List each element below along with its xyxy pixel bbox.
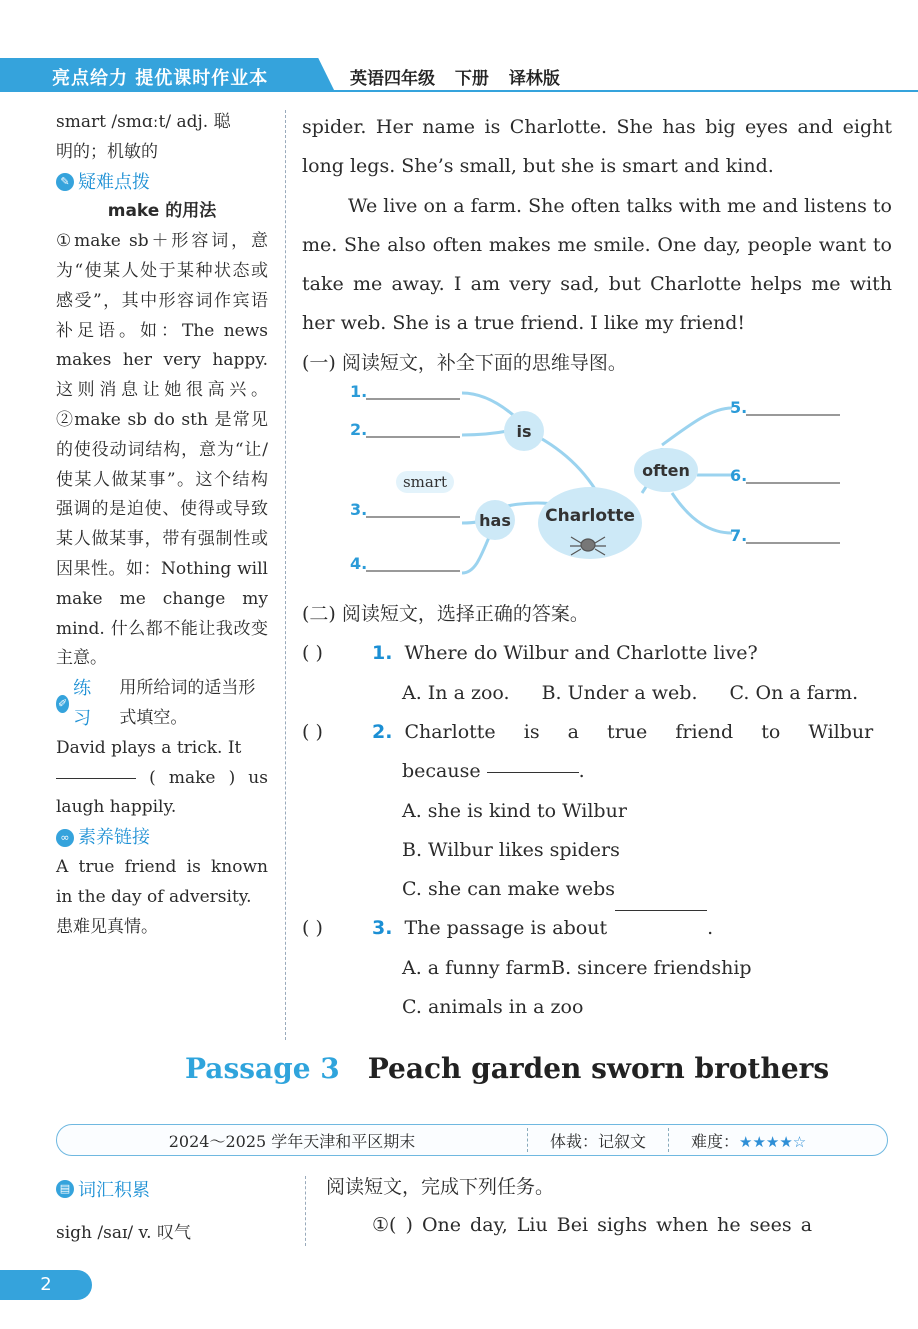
task-instruction: 阅读短文，完成下列任务。 xyxy=(326,1176,555,1198)
practice-question-rest: ( make ) us laugh happily. xyxy=(56,767,268,818)
slot-1-number: 1. xyxy=(350,383,368,402)
proverb-chinese: 患难见真情。 xyxy=(56,916,158,937)
q3-option-ab[interactable]: A. a funny farmB. sincere friendship xyxy=(402,956,752,979)
page-number: 2 xyxy=(0,1270,92,1300)
passage-label: Passage 3 xyxy=(185,1052,340,1085)
q3-text: The passage is about xyxy=(404,917,608,940)
has-node-label: has xyxy=(479,511,511,531)
q3-option-c[interactable]: C. animals in a zoo xyxy=(402,996,584,1019)
vocab-head-label: 词汇积累 xyxy=(78,1180,150,1201)
header-rule xyxy=(0,90,918,92)
column-divider xyxy=(285,110,286,1040)
passage-genre: 体裁：记叙文 xyxy=(549,1131,646,1151)
q2-answer-paren[interactable]: ( ) xyxy=(302,720,323,743)
center-node-label: Charlotte xyxy=(545,506,635,527)
question-3: ( ) 3. The passage is about . xyxy=(302,909,892,948)
q1-option-a[interactable]: A. In a zoo. xyxy=(402,681,510,704)
passage-paragraph-1: spider. Her name is Charlotte. She has big eyes and eight long legs. She’s small, but she is smart and kind. xyxy=(302,116,892,178)
column-divider-bottom xyxy=(305,1176,306,1246)
q2-text: Charlotte is a true friend to Wilbur xyxy=(404,720,874,743)
task-2-instruction: (二) 阅读短文，选择正确的答案。 xyxy=(302,603,589,626)
is-node-label: is xyxy=(516,422,532,442)
mind-map xyxy=(302,383,892,595)
q1-number: 1. xyxy=(372,642,393,665)
vocab-sigh: sigh /saɪ/ v. 叹气 xyxy=(56,1223,191,1243)
q2-option-c[interactable]: C. she can make webs xyxy=(402,878,616,901)
link-head-label: 素养链接 xyxy=(78,827,150,849)
star-rating-icon: ★★★★☆ xyxy=(739,1132,807,1151)
practice-head-label: 练习 xyxy=(73,678,92,729)
q1-answer-paren[interactable]: ( ) xyxy=(302,642,323,665)
question-1 xyxy=(302,634,892,673)
difficulty-section-head xyxy=(56,168,268,198)
slot-5-number: 5. xyxy=(730,398,748,418)
q2-blank xyxy=(487,771,579,773)
practice-section-head xyxy=(56,674,268,734)
q2-option-b[interactable]: B. Wilbur likes spiders xyxy=(402,838,620,861)
slot-3-number: 3. xyxy=(350,500,368,520)
book-icon: ▤ xyxy=(56,1180,74,1198)
passage-info-bar xyxy=(56,1124,888,1156)
slot-4-number: 4. xyxy=(350,554,368,574)
q2-because-line: because . xyxy=(402,760,585,783)
link-icon: ∞ xyxy=(56,829,74,847)
vocab-smart-meaning: 明的；机敏的 xyxy=(56,141,158,162)
smart-tag-label: smart xyxy=(402,473,448,492)
passage-heading xyxy=(185,1052,829,1085)
q1-options xyxy=(302,674,892,713)
book-series-title: 亮点给力 提优课时作业本 xyxy=(52,68,269,89)
difficulty-head-label: 疑难点拨 xyxy=(78,171,150,193)
vocab-smart: smart /smɑːt/ adj. 聪 xyxy=(56,112,231,132)
q1-option-c[interactable]: C. On a farm. xyxy=(729,681,859,704)
main-column xyxy=(302,108,892,1027)
question-2 xyxy=(302,713,892,752)
passage-source: 2024～2025 学年天津和平区期末 xyxy=(168,1131,416,1151)
passage-paragraph-2: We live on a farm. She often talks with me and listens to me. She also often makes me smile. One day, people want to take me away. I am very sad, but Charlotte helps me with her web. She is a true friend. I like my friend! xyxy=(302,194,892,335)
practice-question-line2 xyxy=(56,764,268,824)
slot-6-number: 6. xyxy=(730,466,748,486)
often-node-label: often xyxy=(642,461,690,481)
proverb-english: A true friend is known in the day of adversity. xyxy=(56,856,268,907)
q1-option-b[interactable]: B. Under a web. xyxy=(541,681,698,704)
usage-text: ①make sb＋形容词，意为“使某人处于某种状态或感受”，其中形容词作宾语补足语。如：The news makes her very happy. 这则消息让她很高兴。②make sb do sth 是常见的使役动词结构，意为“让/使某人做某事”。这个结构强调的是迫使、使得或导致某人做某事，带有强制性或因果性。如：Nothing will make me change my mind. 什么都不能让我改变主意。 xyxy=(56,231,268,669)
usage-title: make 的用法 xyxy=(107,201,217,222)
passage-title: Peach garden sworn brothers xyxy=(367,1052,830,1085)
q3-number: 3. xyxy=(372,917,393,940)
practice-instruction: 用所给词的适当形式填空。 xyxy=(119,678,256,728)
pencil-icon: ✐ xyxy=(56,695,69,713)
pen-icon: ✎ xyxy=(56,173,74,191)
q2-number: 2. xyxy=(372,720,393,743)
q2-text-cont: because xyxy=(402,760,481,783)
task-1-instruction: (一) 阅读短文，补全下面的思维导图。 xyxy=(302,351,627,374)
q2-option-a[interactable]: A. she is kind to Wilbur xyxy=(402,799,627,822)
slot-7-number: 7. xyxy=(730,526,748,546)
practice-answer-blank[interactable] xyxy=(56,777,136,779)
vocab-section-head xyxy=(56,1176,150,1202)
book-subject-title: 英语四年级 下册 译林版 xyxy=(350,69,560,89)
q3-blank xyxy=(615,909,707,911)
sidebar-notes xyxy=(56,108,268,942)
difficulty-label: 难度： xyxy=(691,1131,740,1151)
passage3-paragraph-1: ①( ) One day, Liu Bei sighs when he sees a xyxy=(372,1214,813,1236)
q1-text: Where do Wilbur and Charlotte live? xyxy=(404,642,758,665)
slot-2-number: 2. xyxy=(350,420,368,440)
difficulty-rating xyxy=(669,1129,887,1152)
q3-answer-paren[interactable]: ( ) xyxy=(302,917,323,940)
link-section-head xyxy=(56,823,268,853)
practice-question-line1: David plays a trick. It xyxy=(56,737,242,758)
